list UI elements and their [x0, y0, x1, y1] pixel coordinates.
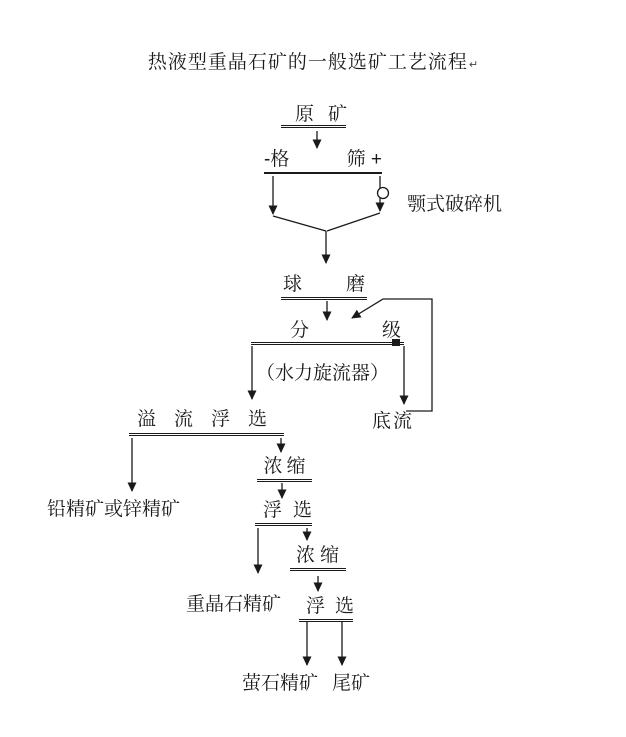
node-flotation-2: 浮选: [299, 595, 353, 622]
classification-right-char: 级: [381, 320, 401, 341]
classification-left-char: 分: [290, 320, 310, 341]
node-thickening-2: 浓缩: [290, 545, 346, 571]
underflow-label: 底流: [372, 411, 415, 432]
page-title-text: 热液型重晶石矿的一般选矿工艺流程: [147, 52, 468, 73]
node-ball-mill: [281, 275, 367, 300]
paragraph-mark: ↵: [468, 59, 479, 71]
node-thickening-1: 浓缩: [257, 456, 312, 482]
page-title: [0, 52, 626, 76]
ball-mill-left-char: 球: [283, 274, 303, 295]
grid-screen-minus-side: -格: [264, 149, 290, 170]
ball-mill-right-char: 磨: [345, 274, 365, 295]
lead-zinc-concentrate-label: 铅精矿或锌精矿: [47, 499, 181, 520]
node-grid-screen: [264, 149, 382, 174]
v-line-left: [273, 216, 326, 231]
grid-screen-plus-side: 筛 +: [346, 149, 382, 170]
node-flotation-1: 浮选: [255, 500, 312, 526]
hydrocyclone-note: （水力旋流器）: [256, 363, 390, 384]
jaw-crusher-node-circle: [378, 188, 389, 199]
fluorite-concentrate-label: 萤石精矿: [242, 673, 319, 694]
node-raw-ore: 原矿: [281, 106, 346, 128]
node-overflow-flotation: 溢流浮选: [129, 408, 284, 436]
recycle-line-underflow-return: [352, 299, 432, 411]
v-line-right: [327, 213, 380, 231]
node-classification: [251, 321, 404, 345]
barite-concentrate-label: 重晶石精矿: [186, 594, 282, 615]
jaw-crusher-label: 颚式破碎机: [407, 194, 503, 215]
tailings-label: 尾矿: [332, 673, 371, 694]
